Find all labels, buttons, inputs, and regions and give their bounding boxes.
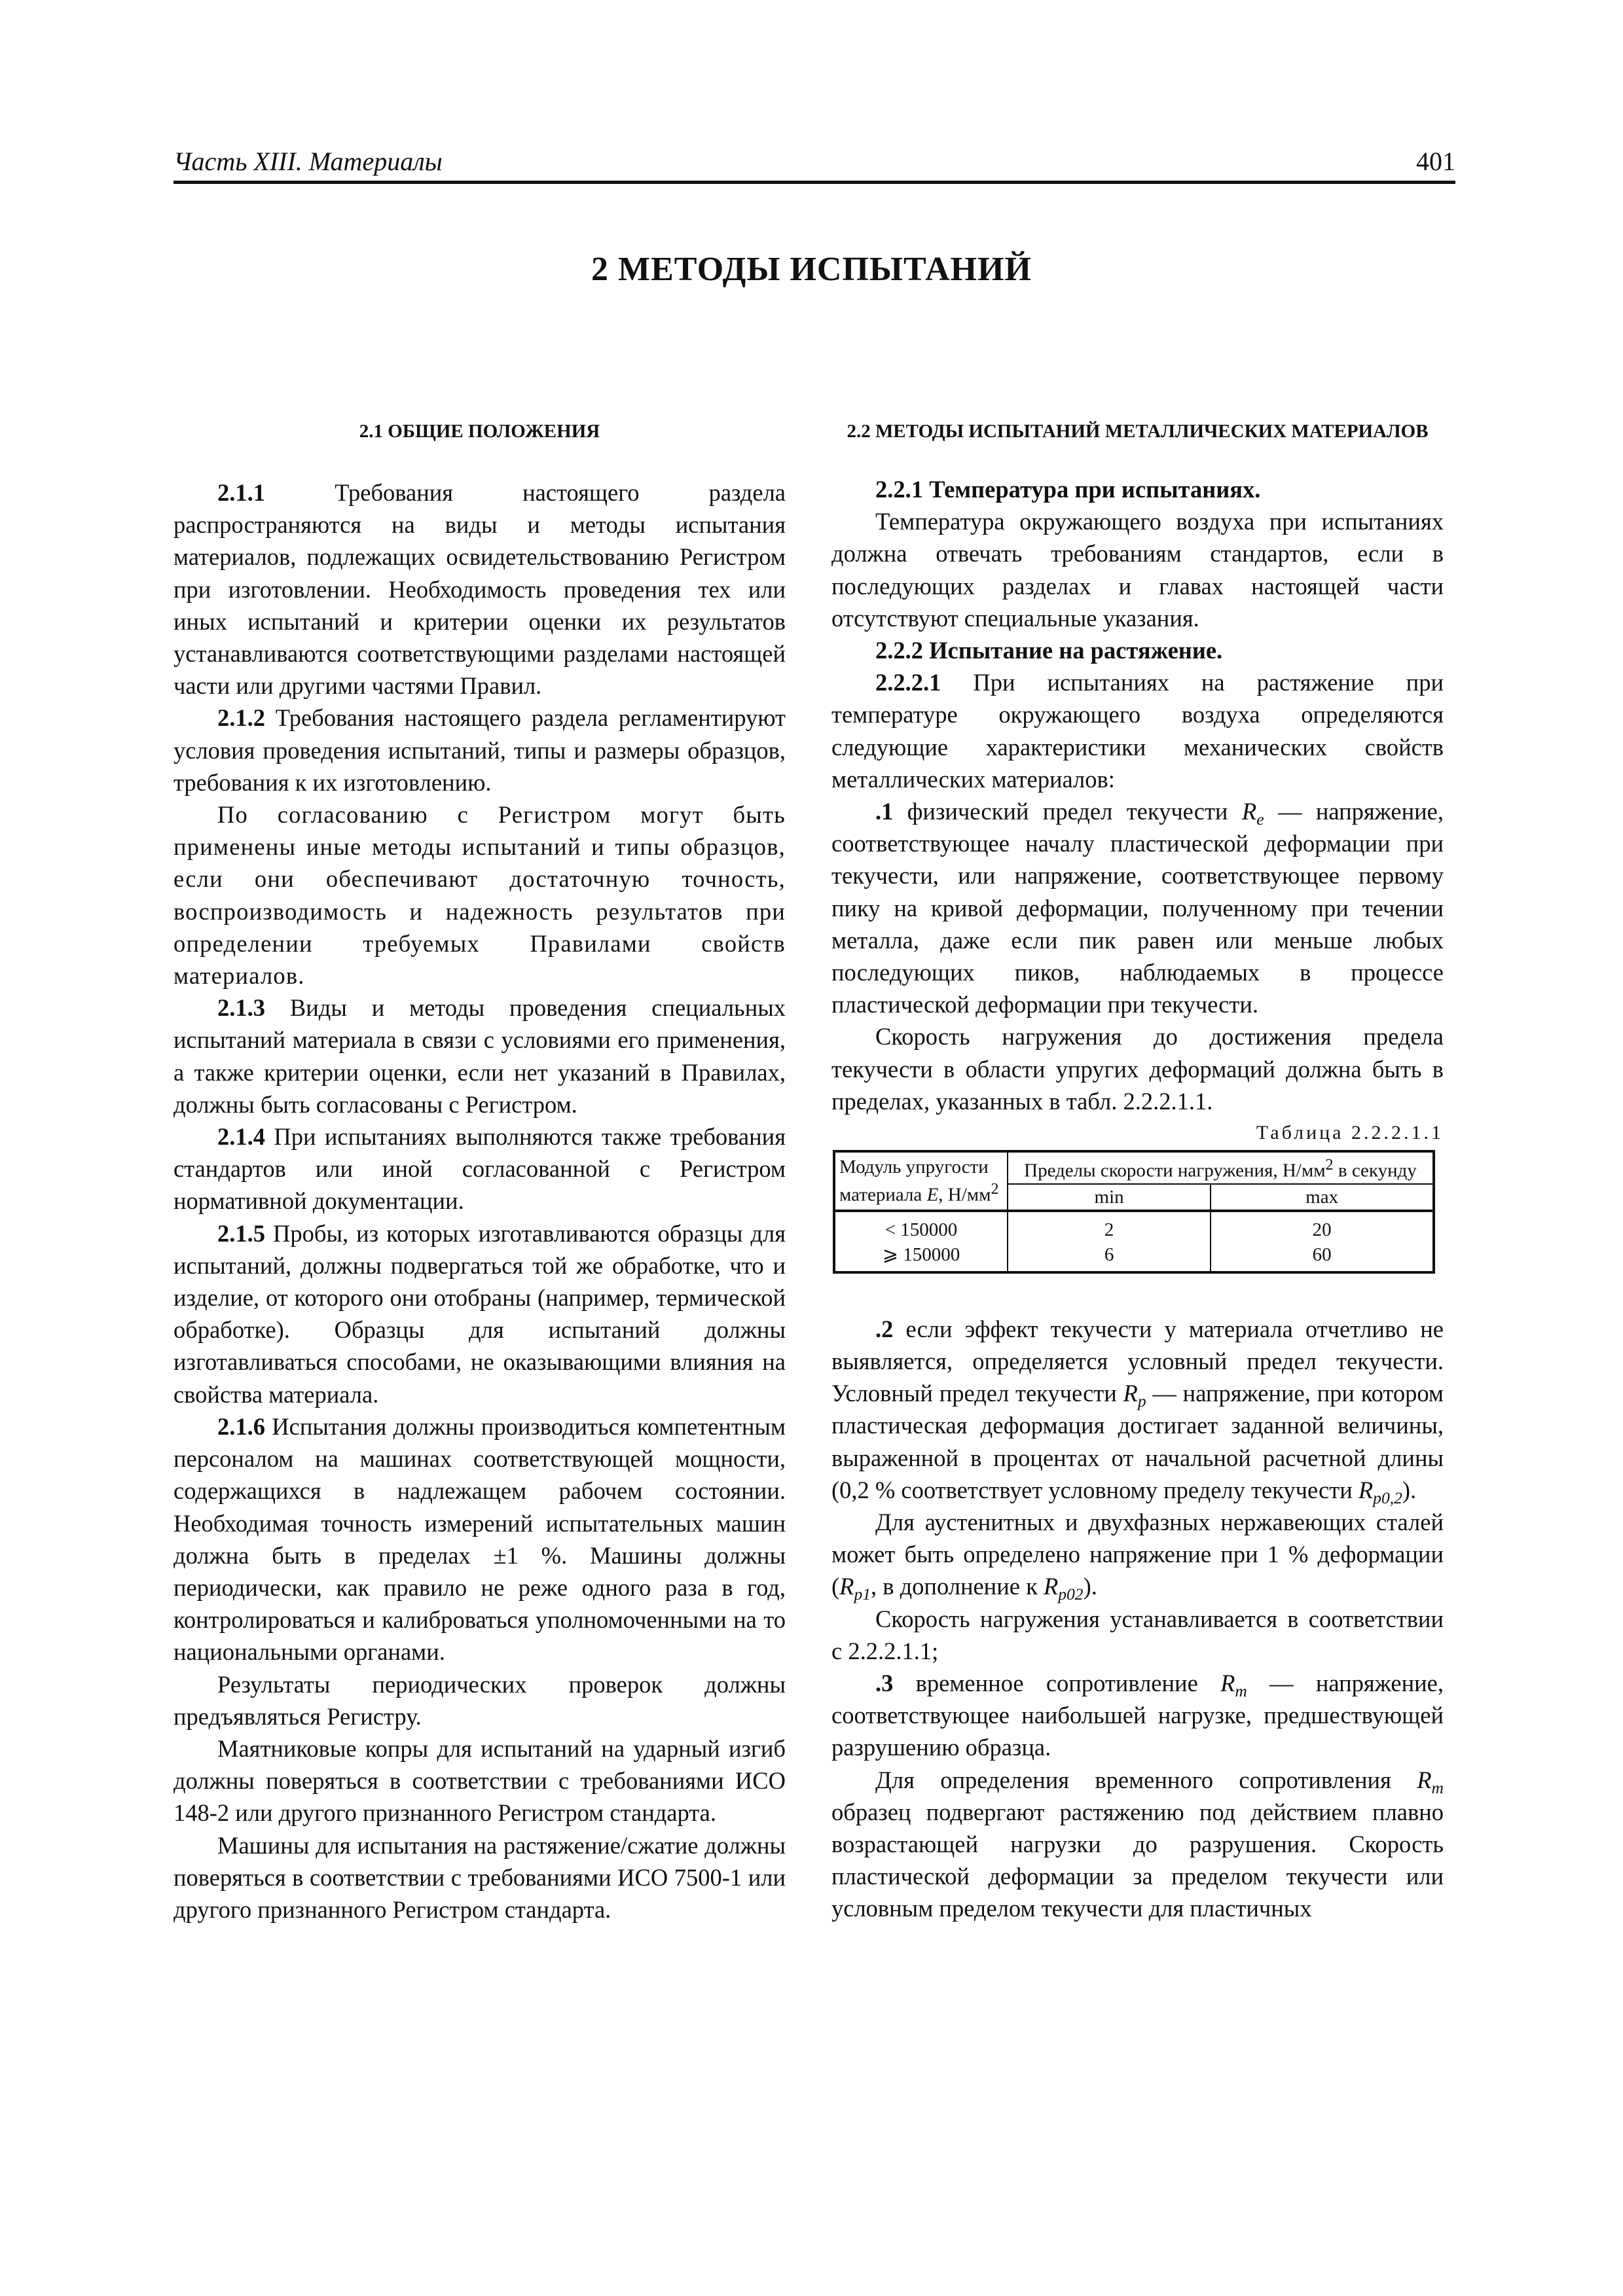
symbol: E [926,1184,939,1206]
paragraph-2-1-5 [173,1217,786,1410]
table-caption: Таблица 2.2.2.1.1 [1256,1122,1444,1144]
item-text: ). [1402,1476,1417,1503]
symbol-subscript: m [1235,1681,1247,1700]
symbol-subscript: m [1431,1778,1444,1797]
superscript: 2 [991,1180,999,1198]
right-column [831,419,1444,1925]
table-header-modulus [834,1151,1008,1211]
clause-number: 2.1.6 [217,1412,265,1440]
symbol: R [1358,1476,1374,1503]
table-header-group [1008,1151,1434,1184]
paragraph-2-1-4 [173,1121,786,1217]
item-number: .3 [875,1669,894,1696]
left-column [173,419,786,1926]
table-header-max: max [1211,1184,1434,1211]
paragraph-text: Для аустенитных и двухфазных нержавеющих сталей может быть определено напряжение при 1 % деформации ( [831,1508,1444,1600]
page-number: 401 [1416,147,1455,176]
paragraph-text: , в дополнение к [871,1573,1044,1600]
paragraph-alt-methods: По согласованию с Регистром могут быть применены иные методы испытаний и типы образцов, если они обеспечивают достаточную точность, воспроизводимость и надежность результатов при определении требуемых Правилами свойств материалов. [173,801,786,990]
paragraph-text: ). [1083,1573,1097,1600]
table-cell: 20 [1211,1211,1434,1242]
item-number: .2 [875,1315,894,1342]
item-3 [831,1667,1444,1764]
paragraph-tensile-strength [831,1764,1444,1925]
section-heading-2-1: 2.1 ОБЩИЕ ПОЛОЖЕНИЯ [359,421,600,442]
clause-number: 2.1.5 [217,1219,265,1247]
paragraph-2-1-6 [173,1410,786,1668]
symbol-subscript: e [1256,810,1264,829]
symbol: R [1043,1573,1059,1600]
paragraph-2-1-3 [173,992,786,1121]
paragraph-results: Результаты периодических проверок должны предъявляться Регистру. [173,1670,786,1730]
item-1 [831,795,1444,1020]
header-text: в секунду [1333,1160,1417,1181]
symbol-subscript: p02 [1058,1585,1084,1604]
paragraph-text: Испытания должны производиться компетентным персоналом на машинах соответствующей мощности, содержащихся в надлежащем рабочем состоянии. Необходимая точность измерений испытательных машин должна быть в пределах ±1 %. Машины должны периодически, как правило не реже одного раза в год, контролироваться и калиброваться уполномоченными на то национальными органами. [173,1412,786,1666]
subsection-2-2-1: 2.2.1 Температура при испытаниях. [875,476,1261,503]
symbol: R [1417,1766,1432,1793]
table-row [834,1242,1434,1272]
symbol: R [839,1573,854,1600]
paragraph-text: Требования настоящего раздела распространяются на виды и методы испытания материалов, подлежащих освидетельствованию Регистром при изготовлении. Необходимость проведения тех или иных испытаний и критерии оценки их результатов устанавливаются соответствующими разделами настоящей части или другими частями Правил. [173,479,786,700]
paragraph-text: Требования настоящего раздела регламентируют условия проведения испытаний, типы и размеры образцов, требования к их изготовлению. [173,704,786,796]
symbol: R [1220,1669,1235,1696]
paragraph-text: При испытаниях на растяжение при температуре окружающего воздуха определяются следующие характеристики механических свойств металлических материалов: [831,669,1444,793]
item-text: — напряжение, соответствующее началу пластической деформации при текучести, или напряжение, соответствующее первому пику на кривой деформации, полученному при течении металла, даже если пик равен или меньше любых последующих пиков, наблюдаемых в процессе пластической деформации при текучести. [831,798,1444,1018]
paragraph-text: образец подвергают растяжению под действием плавно возрастающей нагрузки до разрушения. Скорость пластической деформации за пределом текучести или условным пределом текучести для пластичных [831,1798,1444,1922]
paragraph-austenitic [831,1506,1444,1603]
symbol-subscript: p0,2 [1373,1488,1402,1507]
paragraph-text: Виды и методы проведения специальных испытаний материала в связи с условиями его применения, а также критерии оценки, если нет указаний в Правилах, должны быть согласованы с Регистром. [173,994,786,1118]
chapter-title: 2 МЕТОДЫ ИСПЫТАНИЙ [591,251,1032,288]
item-text: временное сопротивление [893,1669,1221,1696]
loading-rate-table [833,1150,1435,1274]
header-text: Пределы скорости нагружения, Н/мм [1024,1160,1326,1181]
symbol: R [1241,798,1257,825]
table-cell: < 150000 [834,1211,1008,1242]
subsection-2-2-2: 2.2.2 Испытание на растяжение. [875,637,1223,664]
paragraph-text: Для определения временного сопротивления [875,1766,1417,1793]
table-cell: 2 [1008,1211,1211,1242]
section-heading-2-2: 2.2 МЕТОДЫ ИСПЫТАНИЙ МЕТАЛЛИЧЕСКИХ МАТЕРИАЛОВ [847,421,1429,442]
superscript: 2 [1325,1156,1334,1174]
table-row [834,1211,1434,1242]
item-number: .1 [875,798,894,825]
header-text: Модуль упругости материала [839,1157,989,1206]
clause-number: 2.1.2 [217,704,265,732]
table-header-min: min [1008,1184,1211,1211]
clause-number: 2.1.3 [217,994,265,1022]
paragraph-2-1-2 [173,702,786,798]
paragraph-temperature: Температура окружающего воздуха при испытаниях должна отвечать требованиям стандартов, если в последующих разделах и главах настоящей части отсутствуют специальные указания. [831,508,1444,632]
header-text: , Н/мм [938,1184,991,1206]
table-cell: 60 [1211,1242,1434,1272]
paragraph-text: Пробы, из которых изготавливаются образцы для испытаний, должны подвергаться той же обработке, что и изделие, от которого они отобраны (например, термической обработке). Образцы для испытаний должны изготавливаться способами, не оказывающими влияния на свойства материала. [173,1219,786,1408]
symbol-subscript: p1 [854,1585,871,1604]
paragraph-speed-2: Скорость нагружения устанавливается в соответствии с 2.2.2.1.1; [831,1605,1444,1664]
item-text: физический предел текучести [893,798,1242,825]
item-text: если эффект текучести у материала отчетливо не выявляется, определяется условный предел текучести. Условный предел текучести [831,1315,1444,1407]
paragraph-2-1-1 [173,476,786,702]
table-cell: ⩾ 150000 [834,1242,1008,1272]
symbol-subscript: p [1137,1391,1146,1411]
paragraph-speed-1: Скорость нагружения до достижения предела текучести в области упругих деформаций должна быть в пределах, указанных в табл. 2.2.2.1.1. [831,1023,1444,1115]
table-cell: 6 [1008,1242,1211,1272]
clause-number: 2.1.4 [217,1123,265,1151]
clause-number: 2.2.2.1 [875,669,941,696]
paragraph-pendulum: Маятниковые копры для испытаний на ударный изгиб должны поверяться в соответствии с требованиями ИСО 148-2 или другого признанного Регистром стандарта. [173,1734,786,1827]
item-2 [831,1313,1444,1506]
item-text: — напряжение, при котором пластическая деформация достигает заданной величины, выраженной в процентах от начальной расчетной длины (0,2 % соответствует условному пределу текучести [831,1380,1444,1503]
paragraph-2-2-2-1 [831,666,1444,795]
part-title: Часть XIII. Материалы [173,147,443,176]
paragraph-text: При испытаниях выполняются также требования стандартов или иной согласованной с Регистром нормативной документации. [173,1123,786,1215]
symbol: R [1123,1380,1138,1407]
running-header [173,144,1455,184]
paragraph-tension-machines: Машины для испытания на растяжение/сжатие должны поверяться в соответствии с требованиями ИСО 7500-1 или другого признанного Регистром стандарта. [173,1831,786,1923]
item-text: — напряжение, соответствующее наибольшей нагрузке, предшествующей разрушению образца. [831,1669,1444,1761]
clause-number: 2.1.1 [217,479,265,506]
